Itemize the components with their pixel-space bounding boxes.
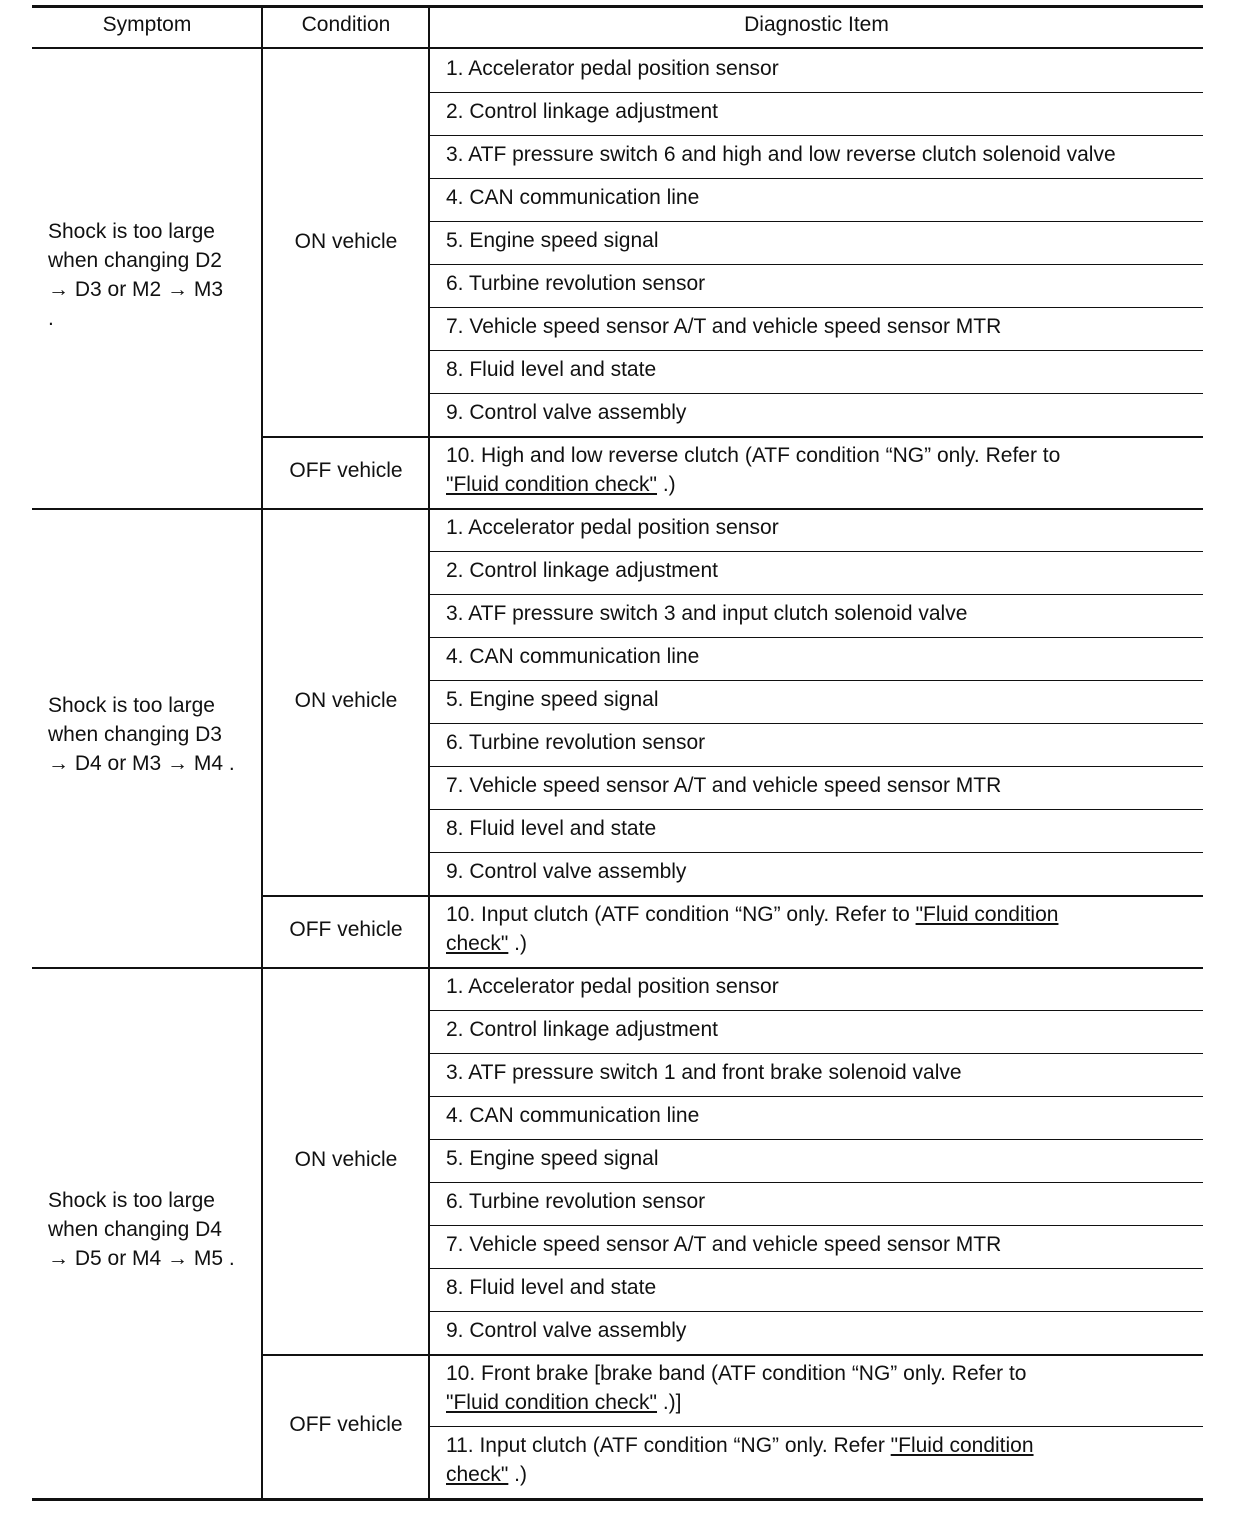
row-divider (429, 1010, 1203, 1011)
row-divider (429, 1139, 1203, 1140)
diagnostic-item: 8. Fluid level and state (446, 1276, 657, 1299)
table-top-border (32, 5, 1203, 8)
condition-on-vehicle: ON vehicle (294, 1147, 398, 1171)
diagnostic-item: 9. Control valve assembly (446, 860, 687, 883)
diagnostic-item: 5. Engine speed signal (446, 688, 659, 711)
fluid-condition-check-link[interactable]: "Fluid condition (890, 1434, 1034, 1457)
diagnostic-item: 8. Fluid level and state (446, 817, 657, 840)
diagnostic-item: 6. Turbine revolution sensor (446, 272, 706, 295)
diagnostic-item: 6. Turbine revolution sensor (446, 1190, 706, 1213)
row-divider (429, 852, 1203, 853)
fluid-condition-check-link[interactable]: check" (446, 932, 509, 955)
diagnostic-item-continued: "Fluid condition check" .)] (446, 1391, 682, 1414)
row-divider (429, 723, 1203, 724)
header-diagnostic-item: Diagnostic Item (744, 13, 889, 36)
diagnostic-item-continued: check" .) (446, 1463, 527, 1486)
condition-off-vehicle: OFF vehicle (289, 918, 403, 941)
row-divider (429, 809, 1203, 810)
condition-on-vehicle: ON vehicle (294, 688, 398, 712)
diagnostic-item: 2. Control linkage adjustment (446, 1018, 718, 1041)
header-condition: Condition (301, 13, 391, 36)
row-divider (429, 1426, 1203, 1427)
diagnostic-item: 1. Accelerator pedal position sensor (446, 57, 779, 80)
row-divider (429, 1311, 1203, 1312)
row-divider (429, 350, 1203, 351)
symptom-text: → D3 or M2 → M3 (48, 277, 224, 301)
row-divider (429, 221, 1203, 222)
row-divider (429, 92, 1203, 93)
symptom-text: → D4 or M3 → M4 . (48, 751, 235, 775)
group-divider (32, 508, 1203, 510)
fluid-condition-check-link[interactable]: "Fluid condition (915, 903, 1059, 926)
fluid-condition-check-link[interactable]: "Fluid condition check" (446, 473, 658, 496)
condition-off-vehicle: OFF vehicle (289, 459, 403, 482)
diagnostic-item: 9. Control valve assembly (446, 401, 687, 424)
diagnostic-item: 3. ATF pressure switch 6 and high and low reverse clutch solenoid valve (446, 143, 1116, 166)
fluid-condition-check-link[interactable]: "Fluid condition check" (446, 1391, 658, 1414)
diagnostic-item: 4. CAN communication line (446, 645, 700, 668)
symptom-text: Shock is too large (48, 219, 215, 243)
diagnostic-item: 9. Control valve assembly (446, 1319, 687, 1342)
row-divider (429, 1268, 1203, 1269)
diagnostic-item-continued: "Fluid condition check" .) (446, 473, 676, 496)
diagnostic-item: 2. Control linkage adjustment (446, 559, 718, 582)
row-divider (429, 307, 1203, 308)
diagnosis-table (32, 5, 1203, 1501)
diagnostic-item-continued: check" .) (446, 932, 527, 955)
table-bottom-border (32, 1498, 1203, 1501)
symptom-text: . (48, 306, 54, 330)
condition-off-vehicle: OFF vehicle (289, 1413, 403, 1436)
diagnostic-item: 4. CAN communication line (446, 1104, 700, 1127)
diagnostic-item: 10. Input clutch (ATF condition “NG” only. Refer to "Fluid condition (446, 903, 1059, 926)
row-divider (429, 637, 1203, 638)
fluid-condition-check-link[interactable]: check" (446, 1463, 509, 1486)
symptom-text: → D5 or M4 → M5 . (48, 1246, 235, 1270)
condition-divider (262, 436, 1203, 438)
diagnostic-item: 3. ATF pressure switch 3 and input clutch solenoid valve (446, 602, 968, 625)
diagnostic-item: 7. Vehicle speed sensor A/T and vehicle speed sensor MTR (446, 774, 1002, 797)
row-divider (429, 551, 1203, 552)
symptom-text: Shock is too large (48, 693, 215, 717)
group-divider (32, 967, 1203, 969)
diagnostic-item: 5. Engine speed signal (446, 229, 659, 252)
diagnostic-item: 8. Fluid level and state (446, 358, 657, 381)
row-divider (429, 594, 1203, 595)
diagnostic-item: 10. High and low reverse clutch (ATF condition “NG” only. Refer to (446, 444, 1061, 467)
symptom-text: when changing D3 (48, 722, 222, 746)
diagnostic-item: 7. Vehicle speed sensor A/T and vehicle speed sensor MTR (446, 315, 1002, 338)
condition-on-vehicle: ON vehicle (294, 229, 398, 253)
symptom-text: when changing D2 (48, 248, 222, 272)
diagnostic-item: 11. Input clutch (ATF condition “NG” only. Refer "Fluid condition (446, 1434, 1034, 1457)
row-divider (429, 264, 1203, 265)
row-divider (429, 680, 1203, 681)
row-divider (429, 766, 1203, 767)
diagnostic-item: 2. Control linkage adjustment (446, 100, 718, 123)
row-divider (429, 1096, 1203, 1097)
row-divider (429, 1225, 1203, 1226)
header-symptom: Symptom (102, 13, 192, 36)
symptom-text: when changing D4 (48, 1217, 222, 1241)
row-divider (429, 135, 1203, 136)
diagnostic-item: 1. Accelerator pedal position sensor (446, 516, 779, 539)
row-divider (429, 1053, 1203, 1054)
diagnostic-item: 10. Front brake [brake band (ATF condition “NG” only. Refer to (446, 1362, 1027, 1385)
symptom-text: Shock is too large (48, 1188, 215, 1212)
header-bottom-border (32, 47, 1203, 49)
diagnostic-item: 3. ATF pressure switch 1 and front brake solenoid valve (446, 1061, 962, 1084)
diagnostic-item: 1. Accelerator pedal position sensor (446, 975, 779, 998)
diagnostic-item: 6. Turbine revolution sensor (446, 731, 706, 754)
condition-divider (262, 1354, 1203, 1356)
condition-divider (262, 895, 1203, 897)
row-divider (429, 178, 1203, 179)
row-divider (429, 393, 1203, 394)
row-divider (429, 1182, 1203, 1183)
diagnostic-item: 5. Engine speed signal (446, 1147, 659, 1170)
diagnostic-item: 7. Vehicle speed sensor A/T and vehicle speed sensor MTR (446, 1233, 1002, 1256)
diagnostic-item: 4. CAN communication line (446, 186, 700, 209)
